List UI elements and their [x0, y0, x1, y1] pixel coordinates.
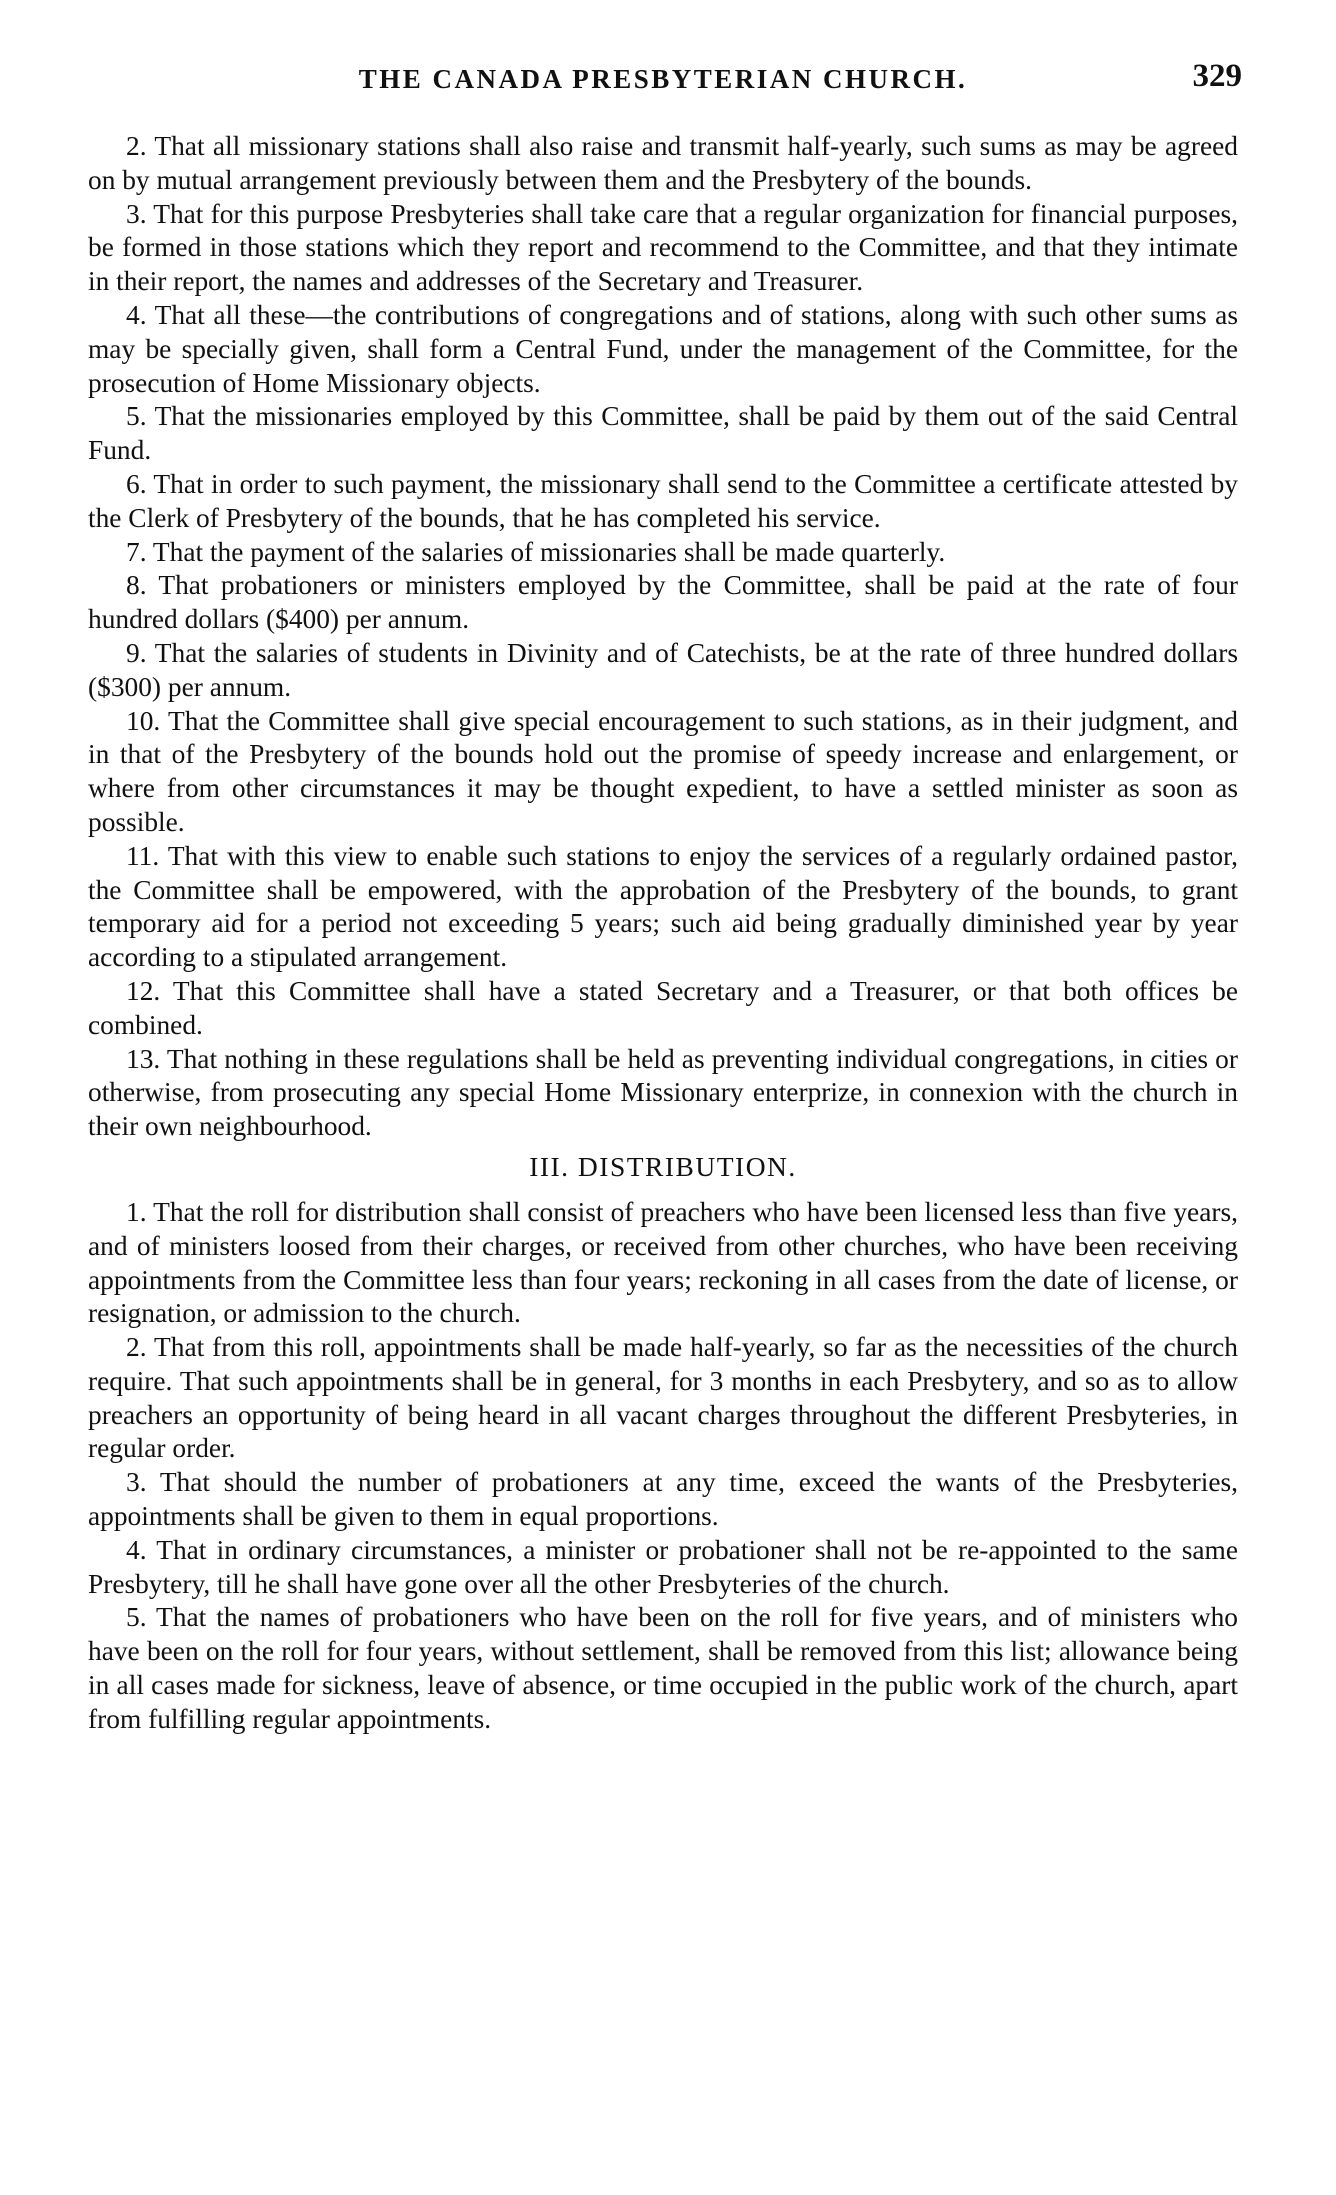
regulation-paragraph: 13. That nothing in these regulations shall be held as preventing individual congregations, in cities or otherwise, from prosecuting any special Home Missionary enterprize, in connexion with the church in their own neighbourhood.: [88, 1043, 1238, 1142]
regulation-paragraph: 3. That for this purpose Presbyteries shall take care that a regular organization for financial purposes, be formed in those stations which they report and recommend to the Committee, and that they intimate in their report, the names and addresses of the Secretary and Treasurer.: [88, 198, 1238, 297]
running-header: [88, 58, 1242, 108]
regulation-paragraph: 5. That the missionaries employed by this Committee, shall be paid by them out of the said Central Fund.: [88, 401, 1238, 466]
regulation-paragraph: 11. That with this view to enable such stations to enjoy the services of a regularly ordained pastor, the Committee shall be empowered, with the approbation of the Presbytery of the bounds, to grant temporary aid for a period not exceeding 5 years; such aid being gradually diminished year by year according to a stipulated arrangement.: [88, 840, 1238, 973]
distribution-paragraph: 2. That from this roll, appointments shall be made half-yearly, so far as the necessities of the church require. That such appointments shall be in general, for 3 months in each Presbytery, and so as to allow preachers an opportunity of being heard in all vacant charges throughout the different Presbyteries, in regular order.: [88, 1332, 1238, 1464]
regulation-paragraph: 6. That in order to such payment, the missionary shall send to the Committee a certificate attested by the Clerk of Presbytery of the bounds, that he has completed his service.: [88, 468, 1238, 533]
distribution-paragraph: 4. That in ordinary circumstances, a minister or probationer shall not be re-appointed to the same Presbytery, till he shall have gone over all the other Presbyteries of the church.: [88, 1534, 1238, 1599]
distribution-paragraph: 5. That the names of probationers who have been on the roll for five years, and of ministers who have been on the roll for four years, without settlement, shall be removed from this list; allowance being in all cases made for sickness, leave of absence, or time occupied in the public work of the church, apart from fulfilling regular appointments.: [88, 1602, 1238, 1734]
regulation-paragraph: 2. That all missionary stations shall also raise and transmit half-yearly, such sums as may be agreed on by mutual arrangement previously between them and the Presbytery of the bounds.: [88, 131, 1238, 195]
section-heading: III. DISTRIBUTION.: [529, 1150, 797, 1182]
distribution-list: [88, 1196, 1238, 1737]
regulation-paragraph: 8. That probationers or ministers employed by the Committee, shall be paid at the rate of four hundred dollars ($400) per annum.: [88, 570, 1238, 635]
regulation-paragraph: 7. That the payment of the salaries of missionaries shall be made quarterly.: [126, 536, 946, 567]
document-page: [88, 58, 1242, 1737]
regulation-paragraph: 12. That this Committee shall have a stated Secretary and a Treasurer, or that both offices be combined.: [88, 975, 1238, 1040]
page-number: 329: [1192, 58, 1242, 94]
regulation-paragraph: 10. That the Committee shall give special encouragement to such stations, as in their judgment, and in that of the Presbytery of the bounds hold out the promise of speedy increase and enlargement, or where from other circumstances it may be thought expedient, to have a settled minister as soon as possible.: [88, 705, 1238, 837]
distribution-paragraph: 1. That the roll for distribution shall consist of preachers who have been licensed less than five years, and of ministers loosed from their charges, or received from other churches, who have been receiving appointments from the Committee less than four years; reckoning in all cases from the date of license, or resignation, or admission to the church.: [88, 1196, 1238, 1329]
regulation-paragraph: 4. That all these—the contributions of congregations and of stations, along with such other sums as may be specially given, shall form a Central Fund, under the management of the Committee, for the prosecution of Home Missionary objects.: [88, 299, 1238, 398]
regulations-list: [88, 130, 1238, 1144]
running-title: THE CANADA PRESBYTERIAN CHURCH.: [358, 64, 968, 94]
regulation-paragraph: 9. That the salaries of students in Divinity and of Catechists, be at the rate of three hundred dollars ($300) per annum.: [88, 637, 1238, 702]
distribution-paragraph: 3. That should the number of probationers at any time, exceed the wants of the Presbyteries, appointments shall be given to them in equal proportions.: [88, 1467, 1238, 1532]
